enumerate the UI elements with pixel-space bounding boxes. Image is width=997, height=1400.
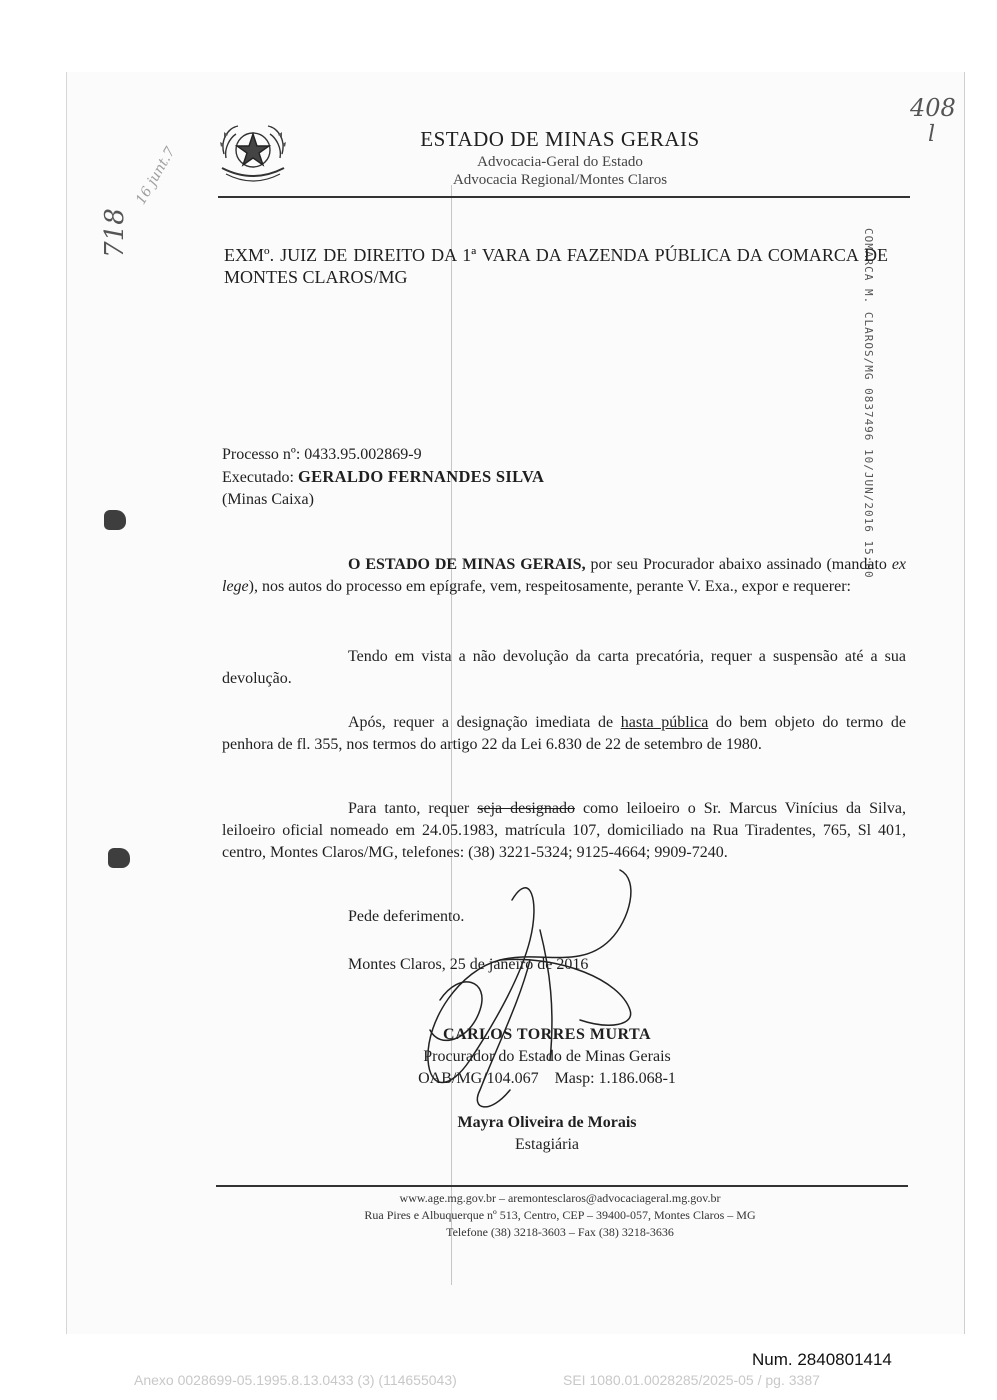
header-divider [218,196,910,198]
executed-name: GERALDO FERNANDES SILVA [297,467,545,486]
signatory-oab: OAB/MG/104.067 [418,1070,539,1087]
p1-text-a: por seu Procurador abaixo assinado (mandato [590,556,887,573]
party-name: O ESTADO DE MINAS GERAIS, [348,556,586,573]
process-number-label: Processo nº: [222,446,301,463]
paragraph-intro [222,554,906,598]
p3-text-b: do bem objeto do termo de penhora de fl. 355, nos termos do artigo 22 da Lei 6.830 de 22 de setembro de 1980. [222,714,907,753]
letterhead-state: ESTADO DE MINAS GERAIS [420,127,700,151]
intern-block [352,1112,742,1156]
document-num: Num. 2840801414 [752,1350,892,1369]
handwritten-margin-number: 718 [99,208,130,258]
letterhead [300,127,820,189]
handwritten-page-number: 408 [910,94,956,122]
footer-web-email: www.age.mg.gov.br – aremontesclaros@advocaciageral.mg.gov.br [399,1191,721,1205]
p4-text-b: como leiloeiro o Sr. Marcus Vinícius da Silva, leiloeiro oficial nomeado em 24.05.1983, matrícula 107, domiciliado na Rua Tiradentes, 765, Sl 401, centro, Montes Claros/MG, telefones: (38) 3221-5324; 9125-4664; 9909-7240. [222,800,906,861]
p2-text: Tendo em vista a não devolução da carta precatória, requer a suspensão até a sua devolução. [222,648,906,687]
intern-role: Estagiária [515,1136,579,1153]
letterhead-office: Advocacia Regional/Montes Claros [452,172,668,188]
executed-note: (Minas Caixa) [222,491,314,508]
signatory-role: Procurador do Estado de Minas Gerais [423,1048,671,1065]
footer-address: Rua Pires e Albuquerque nº 513, Centro, CEP – 39400-057, Montes Claros – MG [364,1208,756,1222]
coat-of-arms-seal [216,118,290,188]
punch-hole-top [104,510,126,530]
intern-name: Mayra Oliveira de Morais [457,1114,637,1131]
p4-struck: seja designado [477,800,575,817]
handwritten-margin-note: 16 junt.7 [132,144,179,208]
p1-text-b: ), nos autos do processo em epígrafe, vem, respeitosamente, perante V. Exa., expor e requerer: [248,578,851,595]
addressee: EXMº. JUIZ DE DIREITO DA 1ª VARA DA FAZENDA PÚBLICA DA COMARCA DE MONTES CLAROS/MG [224,245,888,287]
letterhead-agency: Advocacia-Geral do Estado [477,154,643,170]
punch-hole-bottom [108,848,130,868]
paragraph-auction [222,712,906,756]
annex-reference: Anexo 0028699-05.1995.8.13.0433 (3) (114655043) [134,1372,457,1388]
p3-text-a: Após, requer a designação imediata de [348,714,614,731]
footer-phone: Telefone (38) 3218-3603 – Fax (38) 3218-3636 [446,1225,674,1239]
closing-request: Pede deferimento. [348,908,465,925]
p1-emphasis: ex lege [222,556,907,595]
process-info [222,444,544,511]
footer-divider [216,1185,908,1187]
paragraph-suspension [222,646,906,690]
p3-underlined: hasta pública [620,714,709,731]
signatory-name: CARLOS TORRES MURTA [442,1026,652,1043]
process-number: 0433.95.002869-9 [304,446,422,463]
page-edge [964,72,965,1334]
p4-text-a: Para tanto, requer [348,800,470,817]
signatory-masp: Masp: 1.186.068-1 [554,1070,676,1087]
place-date: Montes Claros, 25 de janeiro de 2016 [348,956,589,973]
sei-page-reference: SEI 1080.01.0028285/2025-05 / pg. 3387 [563,1372,820,1388]
handwritten-page-mark: l [928,122,936,147]
paragraph-auctioneer [222,798,906,864]
executed-label: Executado: [222,469,294,486]
protocol-stamp: COMARCA M. CLAROS/MG 0837496 10/JUN/2016 15:00 [862,228,875,579]
signatory-block [352,1024,742,1090]
letterhead-footer [250,1190,870,1241]
